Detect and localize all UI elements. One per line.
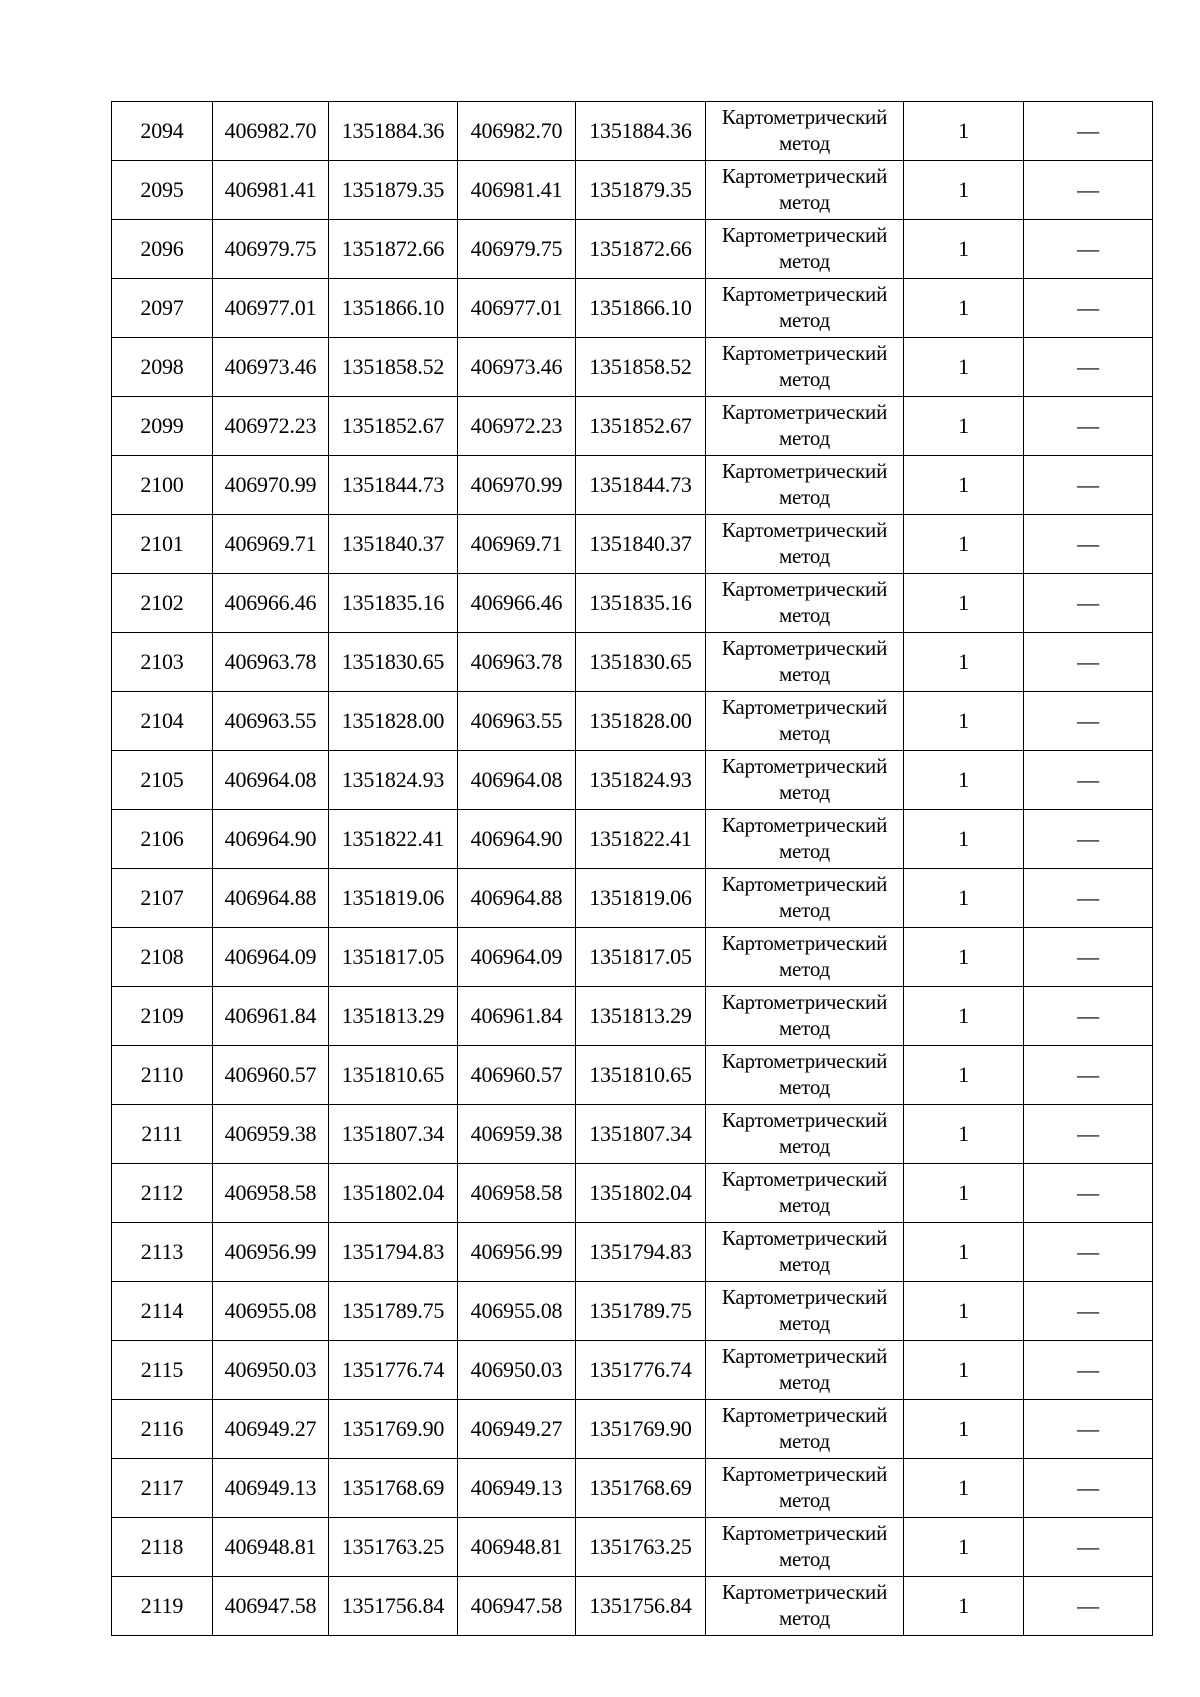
point-number-cell: 2094 [112, 102, 213, 161]
x-existing-cell: 406948.81 [213, 1518, 329, 1577]
method-text-line: Картометрический [721, 636, 888, 660]
method-text-line: Картометрический [721, 872, 888, 896]
method-cell [706, 102, 904, 161]
y-refined-cell: 1351813.29 [576, 987, 706, 1046]
method-cell [706, 928, 904, 987]
y-existing-cell: 1351819.06 [329, 869, 458, 928]
accuracy-cell: 1 [904, 1223, 1024, 1282]
y-existing-cell: 1351830.65 [329, 633, 458, 692]
y-existing-cell: 1351768.69 [329, 1459, 458, 1518]
point-number-cell: 2098 [112, 338, 213, 397]
y-existing-cell: 1351810.65 [329, 1046, 458, 1105]
x-existing-cell: 406961.84 [213, 987, 329, 1046]
point-number-cell: 2114 [112, 1282, 213, 1341]
note-cell: — [1024, 220, 1153, 279]
y-refined-cell: 1351852.67 [576, 397, 706, 456]
table-row [112, 928, 1153, 987]
method-cell [706, 869, 904, 928]
table-row [112, 515, 1153, 574]
accuracy-cell: 1 [904, 279, 1024, 338]
method-text-line: Картометрический [721, 1285, 888, 1309]
method-text-line: Картометрический [721, 931, 888, 955]
method-text-line: Картометрический [721, 1344, 888, 1368]
method-cell [706, 1577, 904, 1636]
y-refined-cell: 1351768.69 [576, 1459, 706, 1518]
point-number-cell: 2113 [112, 1223, 213, 1282]
table-row [112, 1223, 1153, 1282]
note-cell: — [1024, 869, 1153, 928]
method-cell [706, 1223, 904, 1282]
x-existing-cell: 406964.88 [213, 869, 329, 928]
x-refined-cell: 406964.08 [458, 751, 576, 810]
x-refined-cell: 406949.13 [458, 1459, 576, 1518]
y-refined-cell: 1351828.00 [576, 692, 706, 751]
accuracy-cell: 1 [904, 692, 1024, 751]
x-refined-cell: 406964.88 [458, 869, 576, 928]
method-text-line: метод [778, 1311, 831, 1335]
method-text-line: Картометрический [721, 223, 888, 247]
x-existing-cell: 406958.58 [213, 1164, 329, 1223]
method-cell [706, 515, 904, 574]
method-text-line: Картометрический [721, 1403, 888, 1427]
accuracy-cell: 1 [904, 515, 1024, 574]
x-existing-cell: 406960.57 [213, 1046, 329, 1105]
accuracy-cell: 1 [904, 1105, 1024, 1164]
method-text-line: Картометрический [721, 282, 888, 306]
table-row [112, 810, 1153, 869]
table-row [112, 1341, 1153, 1400]
note-cell: — [1024, 1164, 1153, 1223]
note-cell: — [1024, 928, 1153, 987]
note-cell: — [1024, 1341, 1153, 1400]
method-cell [706, 338, 904, 397]
method-cell [706, 574, 904, 633]
y-refined-cell: 1351866.10 [576, 279, 706, 338]
method-cell [706, 1400, 904, 1459]
note-cell: — [1024, 456, 1153, 515]
table-row [112, 987, 1153, 1046]
accuracy-cell: 1 [904, 397, 1024, 456]
method-cell [706, 1046, 904, 1105]
y-refined-cell: 1351819.06 [576, 869, 706, 928]
y-existing-cell: 1351852.67 [329, 397, 458, 456]
method-text-line: метод [778, 1429, 831, 1453]
note-cell: — [1024, 1518, 1153, 1577]
y-refined-cell: 1351872.66 [576, 220, 706, 279]
accuracy-cell: 1 [904, 1459, 1024, 1518]
table-row [112, 869, 1153, 928]
accuracy-cell: 1 [904, 1400, 1024, 1459]
x-existing-cell: 406982.70 [213, 102, 329, 161]
x-refined-cell: 406970.99 [458, 456, 576, 515]
y-refined-cell: 1351879.35 [576, 161, 706, 220]
y-refined-cell: 1351830.65 [576, 633, 706, 692]
x-existing-cell: 406981.41 [213, 161, 329, 220]
accuracy-cell: 1 [904, 456, 1024, 515]
method-cell [706, 987, 904, 1046]
y-existing-cell: 1351822.41 [329, 810, 458, 869]
method-text-line: Картометрический [721, 105, 888, 129]
method-text-line: Картометрический [721, 518, 888, 542]
method-text-line: метод [778, 1252, 831, 1276]
x-existing-cell: 406969.71 [213, 515, 329, 574]
accuracy-cell: 1 [904, 102, 1024, 161]
note-cell: — [1024, 338, 1153, 397]
y-refined-cell: 1351884.36 [576, 102, 706, 161]
note-cell: — [1024, 1223, 1153, 1282]
method-text-line: Картометрический [721, 1167, 888, 1191]
x-existing-cell: 406949.27 [213, 1400, 329, 1459]
table-row [112, 279, 1153, 338]
x-refined-cell: 406979.75 [458, 220, 576, 279]
y-refined-cell: 1351817.05 [576, 928, 706, 987]
method-text-line: метод [778, 603, 831, 627]
table-row [112, 1459, 1153, 1518]
x-existing-cell: 406950.03 [213, 1341, 329, 1400]
y-refined-cell: 1351769.90 [576, 1400, 706, 1459]
table-row [112, 692, 1153, 751]
table-row [112, 161, 1153, 220]
x-refined-cell: 406961.84 [458, 987, 576, 1046]
y-refined-cell: 1351776.74 [576, 1341, 706, 1400]
x-existing-cell: 406947.58 [213, 1577, 329, 1636]
method-text-line: метод [778, 1193, 831, 1217]
table-row [112, 397, 1153, 456]
method-cell [706, 1341, 904, 1400]
x-existing-cell: 406973.46 [213, 338, 329, 397]
point-number-cell: 2099 [112, 397, 213, 456]
y-existing-cell: 1351813.29 [329, 987, 458, 1046]
table-row [112, 220, 1153, 279]
method-text-line: метод [778, 249, 831, 273]
point-number-cell: 2107 [112, 869, 213, 928]
x-refined-cell: 406969.71 [458, 515, 576, 574]
method-cell [706, 751, 904, 810]
accuracy-cell: 1 [904, 751, 1024, 810]
point-number-cell: 2110 [112, 1046, 213, 1105]
note-cell: — [1024, 987, 1153, 1046]
method-text-line: метод [778, 1016, 831, 1040]
x-existing-cell: 406949.13 [213, 1459, 329, 1518]
x-existing-cell: 406964.90 [213, 810, 329, 869]
table-row [112, 102, 1153, 161]
point-number-cell: 2116 [112, 1400, 213, 1459]
method-cell [706, 692, 904, 751]
method-text-line: метод [778, 1488, 831, 1512]
y-refined-cell: 1351763.25 [576, 1518, 706, 1577]
x-existing-cell: 406964.09 [213, 928, 329, 987]
accuracy-cell: 1 [904, 869, 1024, 928]
method-text-line: Картометрический [721, 1108, 888, 1132]
accuracy-cell: 1 [904, 1046, 1024, 1105]
point-number-cell: 2115 [112, 1341, 213, 1400]
x-refined-cell: 406981.41 [458, 161, 576, 220]
method-text-line: метод [778, 131, 831, 155]
method-text-line: Картометрический [721, 990, 888, 1014]
point-number-cell: 2108 [112, 928, 213, 987]
accuracy-cell: 1 [904, 1282, 1024, 1341]
method-text-line: метод [778, 721, 831, 745]
table-row [112, 456, 1153, 515]
x-refined-cell: 406958.58 [458, 1164, 576, 1223]
y-existing-cell: 1351879.35 [329, 161, 458, 220]
accuracy-cell: 1 [904, 338, 1024, 397]
method-text-line: метод [778, 839, 831, 863]
method-text-line: метод [778, 898, 831, 922]
y-existing-cell: 1351858.52 [329, 338, 458, 397]
table-row [112, 1518, 1153, 1577]
method-text-line: Картометрический [721, 400, 888, 424]
note-cell: — [1024, 1400, 1153, 1459]
method-text-line: метод [778, 1134, 831, 1158]
method-text-line: Картометрический [721, 813, 888, 837]
accuracy-cell: 1 [904, 161, 1024, 220]
accuracy-cell: 1 [904, 1341, 1024, 1400]
method-text-line: Картометрический [721, 1521, 888, 1545]
accuracy-cell: 1 [904, 1164, 1024, 1223]
y-refined-cell: 1351822.41 [576, 810, 706, 869]
note-cell: — [1024, 633, 1153, 692]
table-row [112, 1577, 1153, 1636]
method-cell [706, 1282, 904, 1341]
x-existing-cell: 406977.01 [213, 279, 329, 338]
note-cell: — [1024, 1577, 1153, 1636]
table-row [112, 751, 1153, 810]
accuracy-cell: 1 [904, 810, 1024, 869]
x-existing-cell: 406963.78 [213, 633, 329, 692]
method-cell [706, 1518, 904, 1577]
x-refined-cell: 406963.55 [458, 692, 576, 751]
accuracy-cell: 1 [904, 633, 1024, 692]
note-cell: — [1024, 1459, 1153, 1518]
y-refined-cell: 1351858.52 [576, 338, 706, 397]
point-number-cell: 2104 [112, 692, 213, 751]
method-text-line: Картометрический [721, 1462, 888, 1486]
x-existing-cell: 406979.75 [213, 220, 329, 279]
x-refined-cell: 406947.58 [458, 1577, 576, 1636]
accuracy-cell: 1 [904, 220, 1024, 279]
accuracy-cell: 1 [904, 928, 1024, 987]
table-row [112, 574, 1153, 633]
method-text-line: Картометрический [721, 164, 888, 188]
y-existing-cell: 1351763.25 [329, 1518, 458, 1577]
table-row [112, 1164, 1153, 1223]
x-existing-cell: 406966.46 [213, 574, 329, 633]
x-refined-cell: 406966.46 [458, 574, 576, 633]
y-refined-cell: 1351844.73 [576, 456, 706, 515]
x-refined-cell: 406973.46 [458, 338, 576, 397]
note-cell: — [1024, 751, 1153, 810]
note-cell: — [1024, 1046, 1153, 1105]
method-text-line: Картометрический [721, 577, 888, 601]
method-text-line: метод [778, 662, 831, 686]
method-text-line: метод [778, 190, 831, 214]
y-refined-cell: 1351840.37 [576, 515, 706, 574]
point-number-cell: 2109 [112, 987, 213, 1046]
x-refined-cell: 406960.57 [458, 1046, 576, 1105]
coordinates-table [111, 101, 1153, 1636]
point-number-cell: 2111 [112, 1105, 213, 1164]
table-row [112, 1282, 1153, 1341]
note-cell: — [1024, 102, 1153, 161]
y-refined-cell: 1351824.93 [576, 751, 706, 810]
method-text-line: метод [778, 1547, 831, 1571]
method-text-line: Картометрический [721, 1049, 888, 1073]
note-cell: — [1024, 692, 1153, 751]
point-number-cell: 2097 [112, 279, 213, 338]
x-existing-cell: 406964.08 [213, 751, 329, 810]
x-existing-cell: 406970.99 [213, 456, 329, 515]
y-existing-cell: 1351884.36 [329, 102, 458, 161]
x-refined-cell: 406964.90 [458, 810, 576, 869]
y-existing-cell: 1351828.00 [329, 692, 458, 751]
x-existing-cell: 406956.99 [213, 1223, 329, 1282]
x-existing-cell: 406972.23 [213, 397, 329, 456]
x-refined-cell: 406982.70 [458, 102, 576, 161]
point-number-cell: 2102 [112, 574, 213, 633]
table-row [112, 338, 1153, 397]
x-refined-cell: 406972.23 [458, 397, 576, 456]
note-cell: — [1024, 161, 1153, 220]
x-refined-cell: 406950.03 [458, 1341, 576, 1400]
point-number-cell: 2095 [112, 161, 213, 220]
note-cell: — [1024, 1282, 1153, 1341]
y-existing-cell: 1351789.75 [329, 1282, 458, 1341]
y-refined-cell: 1351810.65 [576, 1046, 706, 1105]
x-existing-cell: 406963.55 [213, 692, 329, 751]
note-cell: — [1024, 515, 1153, 574]
method-text-line: метод [778, 780, 831, 804]
note-cell: — [1024, 397, 1153, 456]
x-refined-cell: 406963.78 [458, 633, 576, 692]
method-cell [706, 633, 904, 692]
accuracy-cell: 1 [904, 1518, 1024, 1577]
accuracy-cell: 1 [904, 987, 1024, 1046]
method-text-line: метод [778, 485, 831, 509]
y-existing-cell: 1351835.16 [329, 574, 458, 633]
y-refined-cell: 1351835.16 [576, 574, 706, 633]
note-cell: — [1024, 810, 1153, 869]
method-text-line: метод [778, 1606, 831, 1630]
method-text-line: метод [778, 367, 831, 391]
note-cell: — [1024, 574, 1153, 633]
x-refined-cell: 406948.81 [458, 1518, 576, 1577]
table-row [112, 633, 1153, 692]
y-existing-cell: 1351756.84 [329, 1577, 458, 1636]
method-text-line: метод [778, 308, 831, 332]
point-number-cell: 2100 [112, 456, 213, 515]
y-refined-cell: 1351789.75 [576, 1282, 706, 1341]
method-cell [706, 279, 904, 338]
y-existing-cell: 1351817.05 [329, 928, 458, 987]
method-text-line: Картометрический [721, 341, 888, 365]
point-number-cell: 2101 [112, 515, 213, 574]
method-text-line: метод [778, 1370, 831, 1394]
y-refined-cell: 1351802.04 [576, 1164, 706, 1223]
x-refined-cell: 406949.27 [458, 1400, 576, 1459]
method-text-line: метод [778, 1075, 831, 1099]
method-cell [706, 1459, 904, 1518]
x-refined-cell: 406955.08 [458, 1282, 576, 1341]
x-existing-cell: 406959.38 [213, 1105, 329, 1164]
x-refined-cell: 406964.09 [458, 928, 576, 987]
method-text-line: метод [778, 426, 831, 450]
method-text-line: Картометрический [721, 459, 888, 483]
method-text-line: Картометрический [721, 754, 888, 778]
table-body [112, 102, 1153, 1636]
y-existing-cell: 1351866.10 [329, 279, 458, 338]
point-number-cell: 2112 [112, 1164, 213, 1223]
table-row [112, 1046, 1153, 1105]
point-number-cell: 2105 [112, 751, 213, 810]
y-existing-cell: 1351802.04 [329, 1164, 458, 1223]
x-refined-cell: 406977.01 [458, 279, 576, 338]
method-text-line: Картометрический [721, 1226, 888, 1250]
method-cell [706, 810, 904, 869]
x-refined-cell: 406959.38 [458, 1105, 576, 1164]
y-existing-cell: 1351794.83 [329, 1223, 458, 1282]
accuracy-cell: 1 [904, 1577, 1024, 1636]
y-existing-cell: 1351807.34 [329, 1105, 458, 1164]
point-number-cell: 2118 [112, 1518, 213, 1577]
y-refined-cell: 1351756.84 [576, 1577, 706, 1636]
y-existing-cell: 1351769.90 [329, 1400, 458, 1459]
y-existing-cell: 1351840.37 [329, 515, 458, 574]
point-number-cell: 2117 [112, 1459, 213, 1518]
point-number-cell: 2106 [112, 810, 213, 869]
accuracy-cell: 1 [904, 574, 1024, 633]
y-existing-cell: 1351872.66 [329, 220, 458, 279]
y-refined-cell: 1351794.83 [576, 1223, 706, 1282]
method-cell [706, 1164, 904, 1223]
table-row [112, 1400, 1153, 1459]
x-existing-cell: 406955.08 [213, 1282, 329, 1341]
method-cell [706, 397, 904, 456]
method-text-line: метод [778, 544, 831, 568]
point-number-cell: 2119 [112, 1577, 213, 1636]
method-text-line: метод [778, 957, 831, 981]
method-cell [706, 220, 904, 279]
y-existing-cell: 1351824.93 [329, 751, 458, 810]
method-cell [706, 161, 904, 220]
table-row [112, 1105, 1153, 1164]
point-number-cell: 2096 [112, 220, 213, 279]
method-cell [706, 456, 904, 515]
point-number-cell: 2103 [112, 633, 213, 692]
note-cell: — [1024, 279, 1153, 338]
y-existing-cell: 1351776.74 [329, 1341, 458, 1400]
method-text-line: Картометрический [721, 1580, 888, 1604]
method-text-line: Картометрический [721, 695, 888, 719]
note-cell: — [1024, 1105, 1153, 1164]
y-existing-cell: 1351844.73 [329, 456, 458, 515]
method-cell [706, 1105, 904, 1164]
y-refined-cell: 1351807.34 [576, 1105, 706, 1164]
x-refined-cell: 406956.99 [458, 1223, 576, 1282]
